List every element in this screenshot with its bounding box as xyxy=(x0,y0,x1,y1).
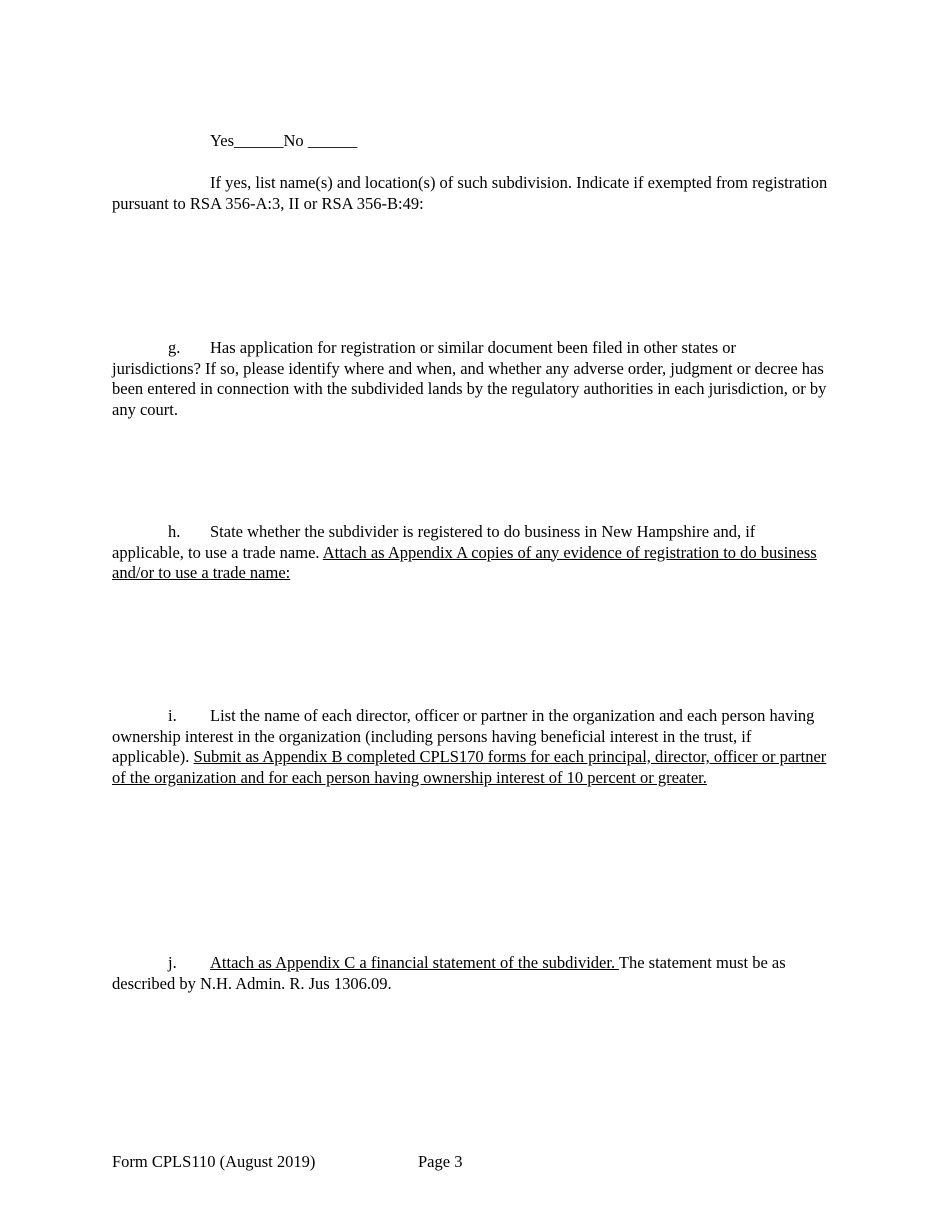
yes-label: Yes xyxy=(210,131,235,150)
item-g xyxy=(112,338,828,420)
page-number: Page 3 xyxy=(418,1152,463,1171)
page-footer xyxy=(112,1152,612,1173)
item-i-text: List the name of each director, officer or partner in the organization and each person having ownership interest in the organization (including persons having beneficial interest in the trust, if applicable). xyxy=(112,706,815,766)
yes-blank: ______ xyxy=(234,131,284,150)
no-blank: ______ xyxy=(307,131,358,150)
form-id: Form CPLS110 (August 2019) xyxy=(112,1152,316,1171)
item-h-instruction: Attach as Appendix A copies of any evidence of registration to do business and/or to use a trade name: xyxy=(112,542,817,582)
item-j-label: j. xyxy=(168,953,177,972)
item-i xyxy=(112,706,828,788)
if-yes-text: If yes, list name(s) and location(s) of such subdivision. Indicate if exempted from registration pursuant to RSA 356-A:3, II or RSA 356-B:49: xyxy=(112,173,828,213)
item-j-instruction: Attach as Appendix C a financial statement of the subdivider. xyxy=(210,953,619,972)
if-yes-paragraph xyxy=(112,173,828,214)
item-i-instruction: Submit as Appendix B completed CPLS170 forms for each principal, director, officer or partner of the organization and for each person having ownership interest of 10 percent or greater. xyxy=(112,747,827,787)
item-i-label: i. xyxy=(168,706,177,725)
item-j xyxy=(112,953,828,994)
item-g-label: g. xyxy=(168,338,181,357)
no-label: No xyxy=(283,131,304,150)
item-h xyxy=(112,522,828,584)
item-j-text: The statement must be as described by N.H. Admin. R. Jus 1306.09. xyxy=(112,953,786,993)
yes-no-line xyxy=(210,131,610,152)
item-h-text: State whether the subdivider is registered to do business in New Hampshire and, if applicable, to use a trade name. xyxy=(112,522,756,562)
item-h-label: h. xyxy=(168,522,181,541)
item-g-text: Has application for registration or similar document been filed in other states or jurisdictions? If so, please identify where and when, and whether any adverse order, judgment or decree has been entered in connection with the subdivided lands by the regulatory authorities in each jurisdiction, or by any court. xyxy=(112,338,827,419)
